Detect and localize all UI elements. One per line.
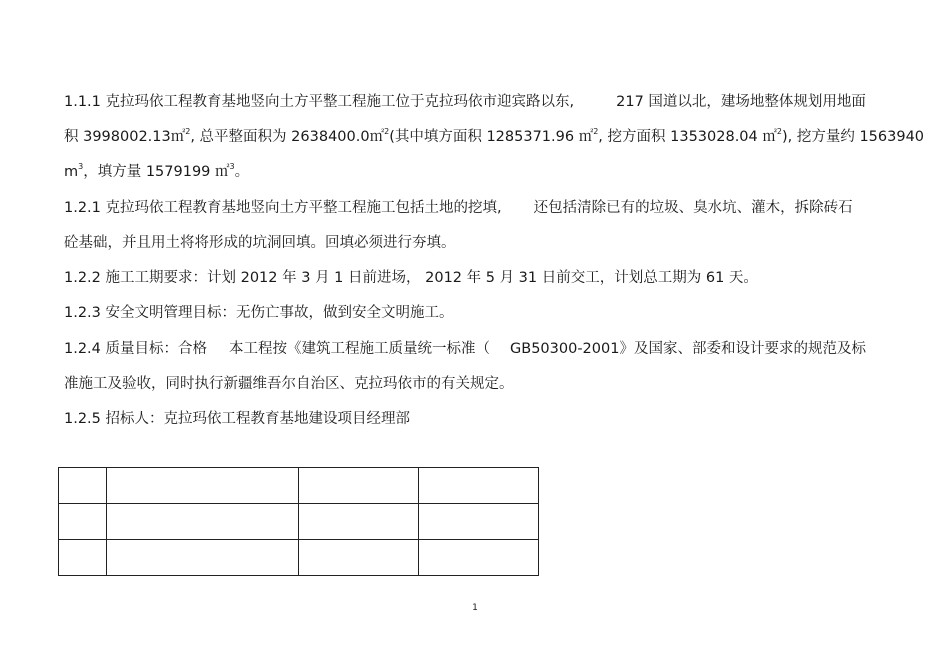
table-cell bbox=[59, 540, 107, 576]
table-row bbox=[59, 504, 539, 540]
text-segment: 1.2.3 安全文明管理目标：无伤亡事故，做到安全文明施工。 bbox=[64, 305, 454, 321]
para-1-2-1-line-2 bbox=[64, 233, 456, 253]
text-segment: 还包括清除已有的垃圾、臭水坑、灌木，拆除砖石 bbox=[533, 200, 853, 216]
superscript: 3 bbox=[78, 162, 84, 171]
superscript: 2 bbox=[384, 127, 390, 136]
text-segment: 1.2.5 招标人：克拉玛依工程教育基地建设项目经理部 bbox=[64, 411, 411, 427]
para-1-2-2 bbox=[64, 268, 758, 288]
text-segment: , 挖方面积 1353028.04 ㎡ bbox=[598, 129, 777, 145]
table-cell bbox=[299, 540, 419, 576]
text-segment: 本工程按《建筑工程施工质量统一标准（ bbox=[229, 341, 491, 357]
table-cell bbox=[107, 540, 299, 576]
text-segment: ), 挖方量约 1563940 bbox=[781, 129, 925, 145]
superscript: 2 bbox=[185, 127, 191, 136]
superscript: 2 bbox=[593, 127, 599, 136]
para-1-1-1-line-3 bbox=[64, 162, 249, 182]
superscript: 3 bbox=[229, 162, 235, 171]
text-segment: (其中填方面积 1285371.96 ㎡ bbox=[389, 129, 594, 145]
text-segment: ，填方量 1579199 ㎡ bbox=[83, 164, 230, 180]
page-number: 1 bbox=[472, 603, 478, 613]
para-1-2-3 bbox=[64, 303, 454, 323]
text-segment: 砼基础，并且用土将将形成的坑洞回填。回填必须进行夯填。 bbox=[64, 235, 456, 251]
text-segment: 1.2.1 克拉玛依工程教育基地竖向土方平整工程施工包括土地的挖填, bbox=[64, 200, 502, 216]
table-cell bbox=[419, 540, 539, 576]
text-segment: 积 3998002.13㎡ bbox=[64, 129, 186, 145]
text-segment: GB50300-2001》及国家、部委和设计要求的规范及标 bbox=[510, 341, 866, 357]
para-1-2-5 bbox=[64, 409, 410, 429]
text-segment: , 总平整面积为 2638400.0㎡ bbox=[190, 129, 385, 145]
para-1-2-4-line-1 bbox=[64, 339, 866, 359]
text-segment: 1.2.4 质量目标：合格 bbox=[64, 341, 208, 357]
text-segment: 1.1.1 克拉玛依工程教育基地竖向土方平整工程施工位于克拉玛依市迎宾路以东, bbox=[64, 94, 575, 110]
table-cell bbox=[107, 504, 299, 540]
table-cell bbox=[419, 468, 539, 504]
para-1-1-1-line-1 bbox=[64, 92, 866, 112]
para-1-1-1-line-2 bbox=[64, 127, 924, 147]
empty-table bbox=[58, 467, 539, 576]
para-1-2-1-line-1 bbox=[64, 198, 853, 218]
table-row bbox=[59, 468, 539, 504]
table-cell bbox=[299, 468, 419, 504]
text-segment: 。 bbox=[234, 164, 250, 180]
table-cell bbox=[107, 468, 299, 504]
text-segment: 217 国道以北，建场地整体规划用地面 bbox=[616, 94, 866, 110]
table-cell bbox=[59, 504, 107, 540]
text-segment: m bbox=[64, 164, 79, 180]
para-1-2-4-line-2 bbox=[64, 374, 514, 394]
text-segment: 准施工及验收，同时执行新疆维吾尔自治区、克拉玛依市的有关规定。 bbox=[64, 376, 514, 392]
table-cell bbox=[299, 504, 419, 540]
text-segment: 1.2.2 施工工期要求：计划 2012 年 3 月 1 日前进场， 2012 年 5 月 31 日前交工，计划总工期为 61 天。 bbox=[64, 270, 758, 286]
superscript: 2 bbox=[776, 127, 782, 136]
table-cell bbox=[419, 504, 539, 540]
table-row bbox=[59, 540, 539, 576]
table-cell bbox=[59, 468, 107, 504]
